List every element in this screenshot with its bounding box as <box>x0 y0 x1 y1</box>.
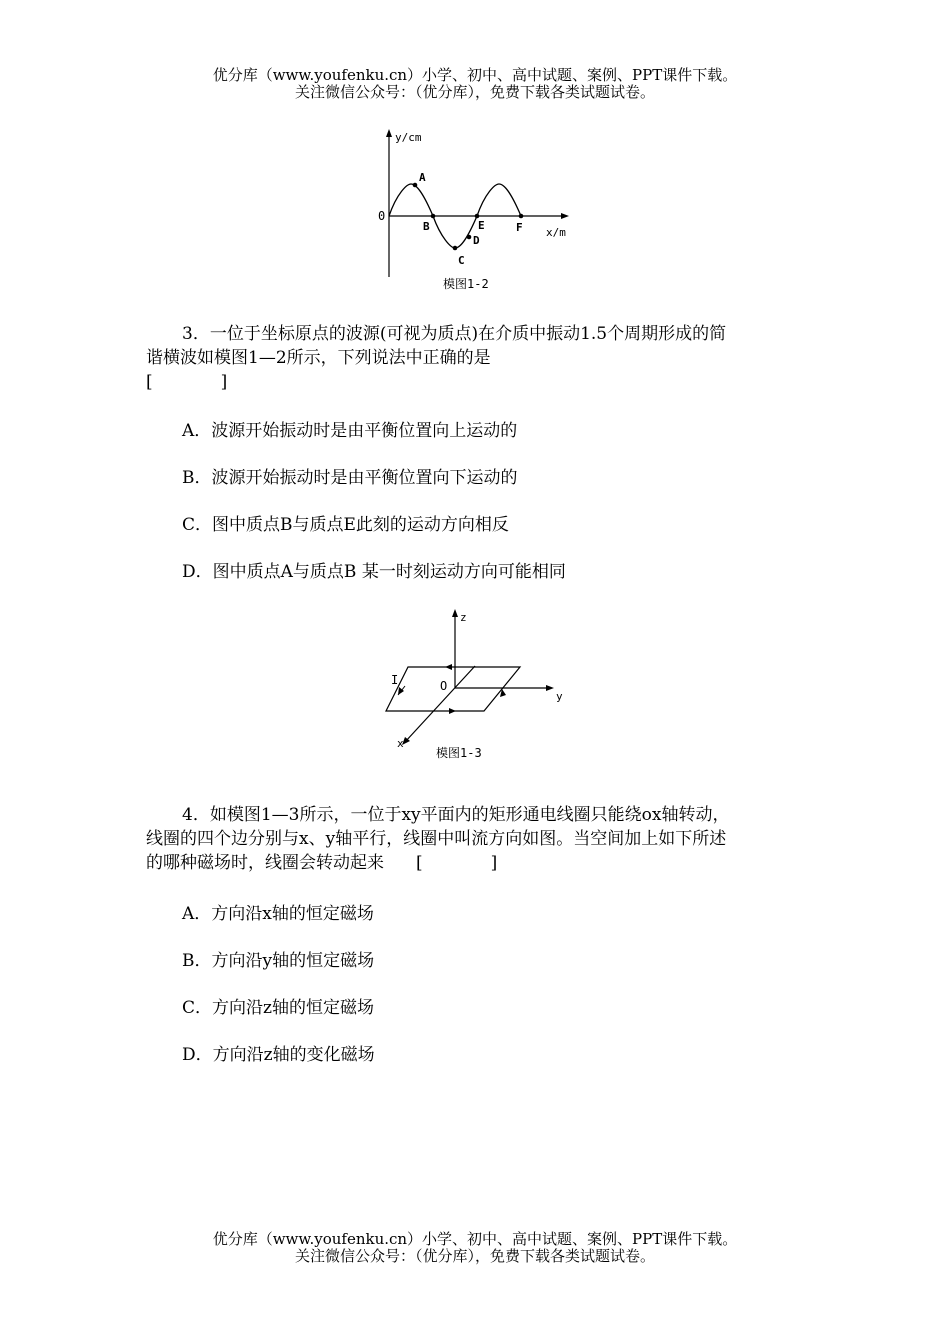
footer-line-2: 关注微信公众号：（优分库），免费下载各类试题试卷。 <box>294 1247 655 1265</box>
q4-option-c <box>182 997 374 1019</box>
point-f-label: F <box>516 221 523 234</box>
footer-line-1: 优分库（www.youfenku.cn）小学、初中、高中试题、案例、PPT课件下载。 <box>212 1230 738 1248</box>
bracket-open: [ <box>416 853 423 873</box>
option-text: 波源开始振动时是由平衡位置向下运动的 <box>211 468 518 488</box>
coil-diagram <box>378 603 578 763</box>
y-axis-label: y/cm <box>395 131 422 144</box>
question-3-text-1: 一位于坐标原点的波源(可视为质点)在介质中振动1.5个周期形成的简 <box>209 324 727 344</box>
bracket-close: ] <box>220 372 228 392</box>
figure2-caption: 模图1-3 <box>436 746 482 760</box>
y-axis-arrow <box>546 685 554 691</box>
question-3 <box>146 322 806 394</box>
q3-option-b <box>182 467 518 489</box>
q3-option-c <box>182 514 509 536</box>
point-e-dot <box>475 214 480 219</box>
point-a-dot <box>413 183 418 188</box>
q3-option-a <box>182 420 517 442</box>
option-letter: B． <box>182 468 212 488</box>
q4-option-d <box>182 1044 375 1066</box>
q4-option-b <box>182 950 374 972</box>
question-4-number: 4． <box>182 805 210 825</box>
option-letter: A． <box>182 904 212 924</box>
option-text: 方向沿z轴的变化磁场 <box>212 1045 375 1065</box>
current-arrow-bottom <box>449 708 456 714</box>
point-a-label: A <box>419 171 426 184</box>
z-axis-arrow <box>452 609 458 617</box>
option-letter: B． <box>182 951 212 971</box>
bracket-close: ] <box>490 853 498 873</box>
question-4 <box>146 803 806 875</box>
question-3-line-1 <box>146 322 806 346</box>
point-b-dot <box>431 214 436 219</box>
option-text: 方向沿z轴的恒定磁场 <box>212 998 374 1018</box>
figure1-caption: 模图1-2 <box>443 277 489 291</box>
option-letter: D． <box>182 562 213 582</box>
q3-option-d <box>182 561 566 583</box>
question-4-line-1 <box>146 803 806 827</box>
question-4-text-2: 线圈的四个边分别与x、y轴平行，线圈中叫流方向如图。当空间加上如下所述 <box>146 829 727 849</box>
bracket-open: [ <box>146 372 153 392</box>
header-line-1: 优分库（www.youfenku.cn）小学、初中、高中试题、案例、PPT课件下载。 <box>212 66 738 84</box>
x-axis-arrow <box>561 213 569 219</box>
coil-figure <box>378 603 578 767</box>
point-f-dot <box>519 214 524 219</box>
point-b-label: B <box>423 220 430 233</box>
x-axis-label: x <box>397 737 404 750</box>
option-text: 图中质点B与质点E此刻的运动方向相反 <box>212 515 509 535</box>
header-line-2: 关注微信公众号：（优分库），免费下载各类试题试卷。 <box>294 83 655 101</box>
option-letter: A． <box>182 421 212 441</box>
point-d-label: D <box>473 234 480 247</box>
x-axis <box>405 666 475 742</box>
z-axis-label: z <box>460 611 467 624</box>
page-header <box>0 67 950 101</box>
wave-figure <box>360 125 580 299</box>
origin-label: 0 <box>378 209 386 223</box>
option-letter: C． <box>182 998 213 1018</box>
point-c-label: C <box>458 254 465 267</box>
current-arrow-top <box>445 664 452 670</box>
point-c-dot <box>453 246 458 251</box>
option-letter: C． <box>182 515 213 535</box>
option-text: 图中质点A与质点B 某一时刻运动方向可能相同 <box>212 562 566 582</box>
wave-graph <box>360 125 580 295</box>
question-3-answer-bracket <box>146 370 806 394</box>
current-label: I <box>391 673 399 687</box>
y-axis-arrow <box>386 129 392 137</box>
question-3-text-2: 谐横波如模图1—2所示，下列说法中正确的是 <box>146 348 491 368</box>
q4-option-a <box>182 903 374 925</box>
option-text: 方向沿x轴的恒定磁场 <box>211 904 374 924</box>
page-footer <box>0 1231 950 1265</box>
option-letter: D． <box>182 1045 213 1065</box>
question-3-number: 3． <box>182 324 210 344</box>
origin-label: O <box>440 679 448 693</box>
y-axis-label: y <box>556 690 563 703</box>
point-e-label: E <box>478 219 485 232</box>
question-4-line-3 <box>146 851 806 875</box>
question-4-text-3: 的哪种磁场时，线圈会转动起来 <box>146 853 384 873</box>
option-text: 波源开始振动时是由平衡位置向上运动的 <box>211 421 518 441</box>
option-text: 方向沿y轴的恒定磁场 <box>211 951 375 971</box>
point-d-dot <box>467 235 472 240</box>
question-4-text-1: 如模图1—3所示，一位于xy平面内的矩形通电线圈只能绕ox轴转动， <box>209 805 730 825</box>
x-axis-label: x/m <box>546 226 566 239</box>
coil-loop <box>386 667 520 711</box>
